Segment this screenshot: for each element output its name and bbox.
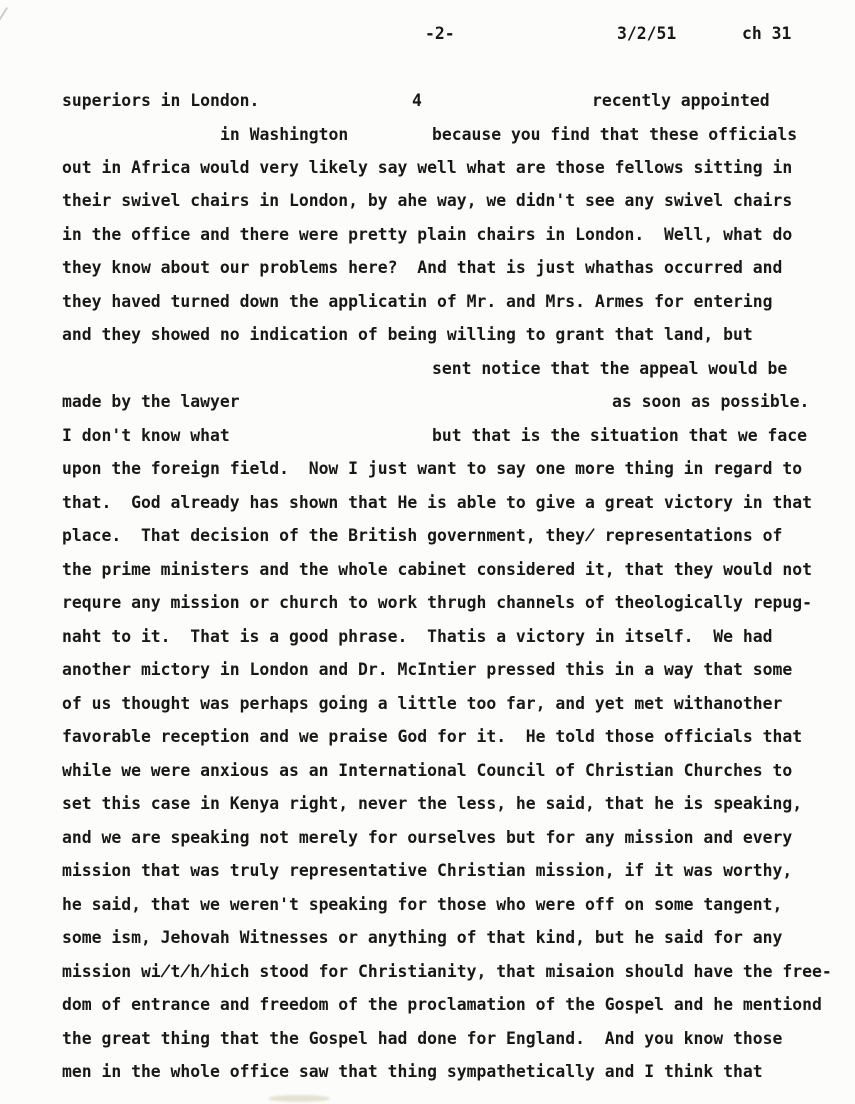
text-line-segment: they know about our problems here? And that is just whathas occurred and bbox=[62, 258, 783, 277]
text-line-segment: they haved turned down the applicatin of Mr. and Mrs. Armes for entering bbox=[62, 292, 773, 311]
text-line bbox=[0, 392, 855, 412]
corner-scan-mark bbox=[0, 7, 8, 47]
text-line-segment: because you find that these officials bbox=[432, 125, 798, 144]
text-line bbox=[0, 560, 855, 580]
text-line-segment: that. God already has shown that He is able to give a great victory in that bbox=[62, 493, 812, 512]
text-line bbox=[0, 694, 855, 714]
text-line bbox=[0, 861, 855, 881]
text-line bbox=[0, 258, 855, 278]
text-line bbox=[0, 928, 855, 948]
header-ref: ch 31 bbox=[742, 24, 792, 43]
text-line-segment: place. That decision of the British government, they̸ representations of bbox=[62, 526, 783, 545]
text-line bbox=[0, 593, 855, 613]
text-line bbox=[0, 459, 855, 479]
text-line bbox=[0, 660, 855, 680]
text-line bbox=[0, 526, 855, 546]
text-line-segment: the great thing that the Gospel had done for England. And you know those bbox=[62, 1029, 783, 1048]
text-line-segment: while we were anxious as an International Council of Christian Churches to bbox=[62, 761, 793, 780]
bottom-smudge-artifact bbox=[268, 1095, 330, 1102]
text-line-segment: another mictory in London and Dr. McIntier pressed this in a way that some bbox=[62, 660, 793, 679]
text-line-segment: made by the lawyer bbox=[62, 392, 240, 411]
text-line bbox=[0, 325, 855, 345]
text-line-segment: mission that was truly representative Christian mission, if it was worthy, bbox=[62, 861, 793, 880]
text-line-segment: men in the whole office saw that thing sympathetically and I think that bbox=[62, 1062, 763, 1081]
text-line bbox=[0, 426, 855, 446]
text-line-segment: of us thought was perhaps going a little too far, and yet met withanother bbox=[62, 694, 783, 713]
text-line-segment: but that is the situation that we face bbox=[432, 426, 807, 445]
text-line-segment: out in Africa would very likely say well what are those fellows sitting in bbox=[62, 158, 793, 177]
text-line-segment: in Washington bbox=[220, 125, 349, 144]
text-line bbox=[0, 727, 855, 747]
text-line bbox=[0, 627, 855, 647]
text-line bbox=[0, 794, 855, 814]
text-line bbox=[0, 1029, 855, 1049]
text-line-segment: requre any mission or church to work thrugh channels of theologically repug- bbox=[62, 593, 812, 612]
text-line bbox=[0, 292, 855, 312]
text-line-segment: dom of entrance and freedom of the proclamation of the Gospel and he mentiond bbox=[62, 995, 822, 1014]
text-line-segment: and they showed no indication of being willing to grant that land, but bbox=[62, 325, 753, 344]
text-line bbox=[0, 493, 855, 513]
text-line-segment: superiors in London. bbox=[62, 91, 260, 110]
text-line bbox=[0, 895, 855, 915]
text-line bbox=[0, 995, 855, 1015]
text-line bbox=[0, 158, 855, 178]
text-line-segment: set this case in Kenya right, never the less, he said, that he is speaking, bbox=[62, 794, 803, 813]
text-line-segment: favorable reception and we praise God for it. He told those officials that bbox=[62, 727, 803, 746]
text-line-segment: naht to it. That is a good phrase. Thatis a victory in itself. We had bbox=[62, 627, 773, 646]
text-line bbox=[0, 962, 855, 982]
text-line-segment: their swivel chairs in London, by ahe way, we didn't see any swivel chairs bbox=[62, 191, 793, 210]
text-line bbox=[0, 225, 855, 245]
text-line-segment: as soon as possible. bbox=[612, 392, 810, 411]
header-date: 3/2/51 bbox=[617, 24, 677, 43]
text-line-segment: the prime ministers and the whole cabinet considered it, that they would not bbox=[62, 560, 812, 579]
text-line bbox=[0, 91, 855, 111]
text-line-segment: 4 bbox=[412, 91, 422, 110]
text-line-segment: he said, that we weren't speaking for those who were off on some tangent, bbox=[62, 895, 783, 914]
text-line-segment: in the office and there were pretty plain chairs in London. Well, what do bbox=[62, 225, 793, 244]
text-line-segment: mission wi̸t̸h̸hich stood for Christianity, that misaion should have the free- bbox=[62, 962, 832, 981]
page-number: -2- bbox=[425, 24, 455, 43]
text-line-segment: sent notice that the appeal would be bbox=[432, 359, 788, 378]
text-line bbox=[0, 125, 855, 145]
text-line-segment: recently appointed bbox=[592, 91, 770, 110]
text-line-segment: and we are speaking not merely for ourselves but for any mission and every bbox=[62, 828, 793, 847]
text-line bbox=[0, 761, 855, 781]
text-line-segment: some ism, Jehovah Witnesses or anything of that kind, but he said for any bbox=[62, 928, 783, 947]
text-line bbox=[0, 359, 855, 379]
text-line-segment: upon the foreign field. Now I just want to say one more thing in regard to bbox=[62, 459, 803, 478]
text-line bbox=[0, 191, 855, 211]
text-line bbox=[0, 1062, 855, 1082]
text-line-segment: I don't know what bbox=[62, 426, 230, 445]
text-line bbox=[0, 828, 855, 848]
